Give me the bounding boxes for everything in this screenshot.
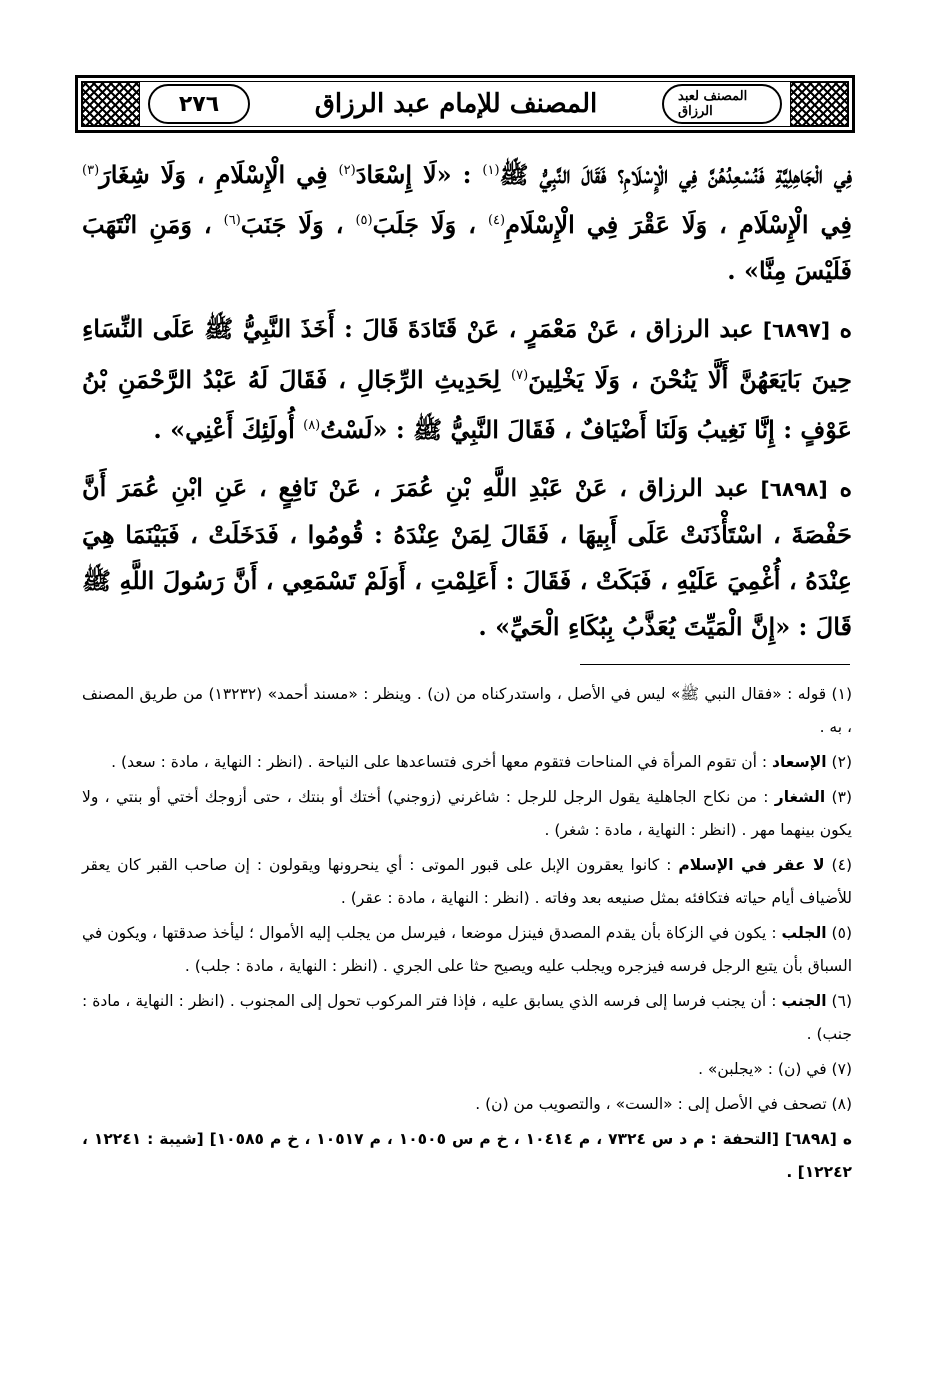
hadith-6897: ه [٦٨٩٧] عبد الرزاق ، عَنْ مَعْمَرٍ ، عَنْ قَتَادَةَ قَالَ : أَخَذَ النَّبِيُّ ﷺ عَلَى النِّسَاءِ حِينَ بَايَعَهُنَّ أَلَّا يَنُحْنَ ، وَلَا يَخْلِينَ$^{(٧)}$ لِحَدِيثِ الرِّجَالِ ، فَقَالَ لَهُ عَبْدُ الرَّحْمَنِ بْنُ عَوْفٍ : إِنَّا نَغِيبُ وَلَنَا أَضْيَافٌ ، فَقَالَ النَّبِيُّ ﷺ : «لَسْتُ$^{(٨)}$ أُولَئِكَ أَعْنِي» . [82,314,853,444]
footnote-ref: (١) [482,163,500,178]
footnote-ref: (٣) [82,163,100,178]
footnote-divider [580,664,850,665]
footnotes [82,678,852,1191]
footnote-5: (٥) الجلب : يكون في الزكاة بأن يقدم المصدق فينزل موضعا ، فيرسل من يجلب إليه الأموال ؛ ليأخذ صدقتها ، ويكون في السباق بأن يتبع الرجل فرسه فيزجره ويجلب عليه ويصيح حثا على الجري . (انظر : النهاية ، مادة : جلب) . [82,924,852,975]
left-ornament [82,82,140,126]
footnote-4: (٤) لا عقر في الإسلام : كانوا يعقرون الإبل على قبور الموتى : أي ينحرونها ويقولون : إن صاحب القبر كان يعقر للأضياف أيام حياته فتكافئه بمثل صنيعه بعد وفاته . (انظر : النهاية ، مادة : عقر) . [82,856,852,907]
paragraph-continuation: فِي الْجَاهِلِيَّةِ فَنُسْعِدُهُنَّ فِي الْإِسْلَامِ؟ فَقَالَ النَّبِيُّ ﷺ$^{(١)}$ : «لَا إِسْعَادَ$^{(٢)}$ فِي الْإِسْلَامِ ، وَلَا شِغَارَ$^{(٣)}$ فِي الْإِسْلَامِ ، وَلَا عَقْرَ فِي الْإِسْلَامِ$^{(٤)}$ ، وَلَا جَلَبَ$^{(٥)}$ ، وَلَا جَنَبَ$^{(٦)}$ ، وَمَنِ انْتَهَبَ فَلَيْسَ مِنَّا» . [82,160,853,285]
book-title: المصنف للإمام عبد الرزاق [314,89,598,119]
page-header [75,75,855,133]
takhrij-6898: ه [٦٨٩٨] [التحفة : م د س ٧٣٢٤ ، م ١٠٤١٤ ، خ م س ١٠٥٠٥ ، م ١٠٥١٧ ، خ م ١٠٥٨٥] [شيبة : ١٢٢٤١ ، ١٢٢٤٢] . [82,1130,852,1181]
hadith-number: [٦٨٩٧] [762,318,831,342]
footnote-ref: (٥) [355,213,373,228]
footnote-2: (٢) الإسعاد : أن تقوم المرأة في المناحات فتقوم معها أخرى فتساعدها على النياحة . (انظر : النهاية ، مادة : سعد) . [111,753,852,771]
footnote-1: (١) قوله : «فقال النبي ﷺ» ليس في الأصل ، واستدركناه من (ن) . وينظر : «مسند أحمد» (١٣٢٣٢) من طريق المصنف ، به . [82,685,852,736]
right-ornament [790,82,848,126]
footnote-7: (٧) في (ن) : «يجلبن» . [698,1060,852,1078]
author-name: عبد الرزاق [638,473,749,502]
footnote-ref: (٦) [223,213,241,228]
main-text [82,148,852,662]
page-number: ٢٧٦ [148,84,250,124]
book-seal: المصنف لعبد الرزاق [662,84,782,124]
hadith-marker: ه [839,473,853,502]
footnote-8: (٨) تصحف في الأصل إلى : «الست» ، والتصويب من (ن) . [475,1095,852,1113]
author-name: عبد الرزاق [645,314,754,343]
footnote-ref: (٤) [487,213,506,228]
footnote-3: (٣) الشغار : من نكاح الجاهلية يقول الرجل للرجل : شاغرني (زوجني) أختك أو بنتك ، حتى أزوجك أختي أو بنتي ، ولا يكون بينهما مهر . (انظر : النهاية ، مادة : شغر) . [82,788,852,839]
footnote-ref: (٧) [511,368,529,383]
footnote-6: (٦) الجنب : أن يجنب فرسا إلى فرسه الذي يسابق عليه ، فإذا فتر المركوب تحول إلى المجنوب . (انظر : النهاية ، مادة : جنب) . [82,992,852,1043]
hadith-number: [٦٨٩٨] [760,477,828,501]
footnote-ref: (٢) [338,163,356,178]
footnote-ref: (٨) [303,418,321,433]
hadith-marker: ه [839,314,853,343]
hadith-6898: ه [٦٨٩٨] عبد الرزاق ، عَنْ عَبْدِ اللَّهِ بْنِ عُمَرَ ، عَنْ نَافِعٍ ، عَنِ ابْنِ عُمَرَ أَنَّ حَفْصَةَ ، اسْتَأْذَنَتْ عَلَى أَبِيهَا ، فَقَالَ لِمَنْ عِنْدَهُ : قُومُوا ، فَدَخَلَتْ ، فَبَيْنَمَا هِيَ عِنْدَهُ ، أُغْمِيَ عَلَيْهِ ، فَبَكَتْ ، فَقَالَ : أَعَلِمْتِ ، أَوَلَمْ تَسْمَعِي ، أَنَّ رَسُولَ اللَّهِ ﷺ قَالَ : «إِنَّ الْمَيِّتَ يُعَذَّبُ بِبُكَاءِ الْحَيِّ» . [82,473,853,641]
